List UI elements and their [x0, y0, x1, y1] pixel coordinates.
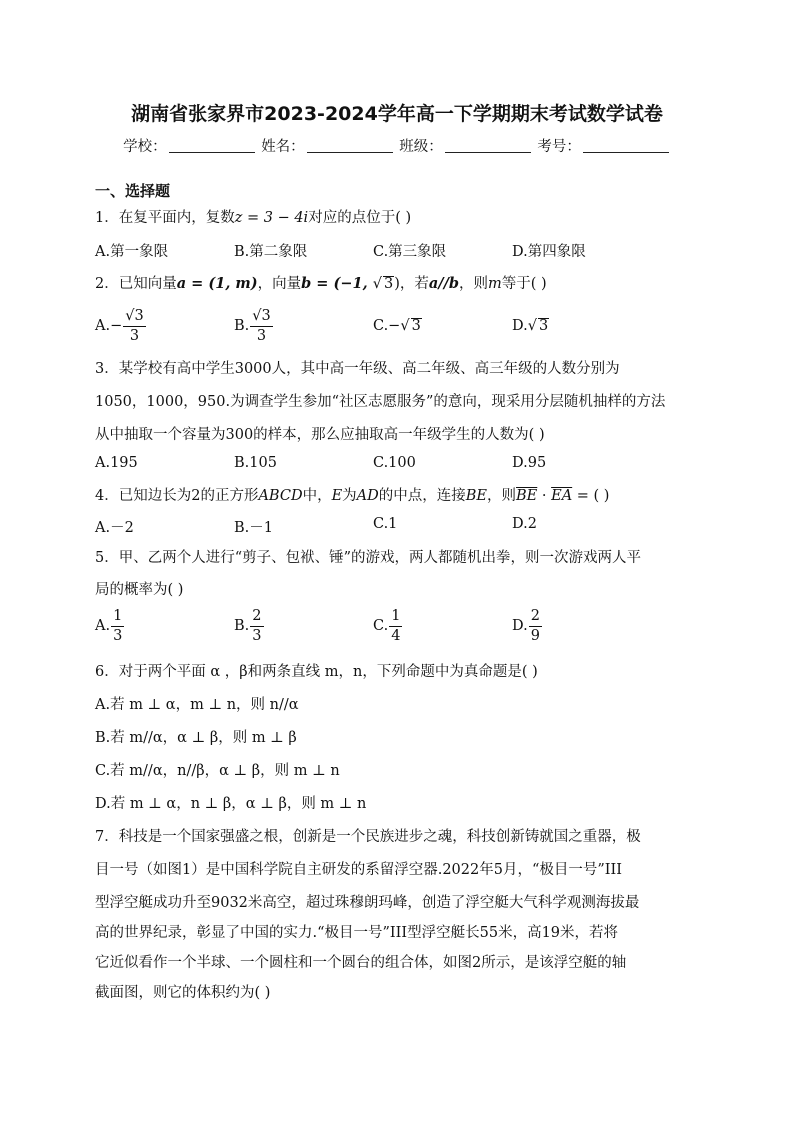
question-7-line-1: 7．科技是一个国家强盛之根，创新是一个民族进步之魂，科技创新铸就国之重器，极: [95, 829, 641, 845]
question-3-line-2: 1050，1000，950.为调查学生参加“社区志愿服务”的意向，现采用分层随机抽样的方法: [95, 394, 666, 410]
question-2-options: [95, 307, 655, 347]
question-6-option-a[interactable]: A.若 m ⊥ α，m ⊥ n，则 n//α: [95, 697, 299, 713]
option-a[interactable]: A.195: [95, 455, 138, 471]
question-7-line-4: 高的世界纪录，彰显了中国的实力.“极目一号”III型浮空艇长55米，高19米，若将: [95, 925, 619, 941]
option-a[interactable]: A.第一象限: [95, 244, 169, 260]
question-4-stem: 4．已知边长为2的正方形ABCD中，E为AD的中点，连接BE，则$\overline{BE} \cdot \overline{EA}$ = ( ): [95, 488, 610, 504]
page-title: 湖南省张家界市2023-2024学年高一下学期期末考试数学试卷: [131, 103, 663, 125]
option-a[interactable]: A. $\frac{1}{3}$: [95, 608, 123, 644]
question-5-line-1: 5．甲、乙两个人进行“剪子、包袱、锤”的游戏，两人都随机出拳，则一次游戏两人平: [95, 550, 642, 566]
name-blank[interactable]: [307, 138, 393, 153]
question-3-line-1: 3．某学校有高中学生3000人，其中高一年级、高二年级、高三年级的人数分别为: [95, 361, 620, 377]
school-blank[interactable]: [169, 138, 255, 153]
question-6-option-d[interactable]: D.若 m ⊥ α，n ⊥ β，α ⊥ β，则 m ⊥ n: [95, 796, 367, 812]
question-7-line-3: 型浮空艇成功升至9032米高空，超过珠穆朗玛峰，创造了浮空艇大气科学观测海拔最: [95, 895, 640, 911]
question-6-option-b[interactable]: B.若 m//α，α ⊥ β，则 m ⊥ β: [95, 730, 297, 746]
question-7-line-5: 它近似看作一个半球、一个圆柱和一个圆台的组合体，如图2所示，是该浮空艇的轴: [95, 955, 627, 971]
option-d[interactable]: D. $\frac{2}{9}$: [512, 608, 540, 644]
option-c[interactable]: C.1: [373, 516, 398, 532]
option-b[interactable]: B.－1: [234, 520, 273, 536]
option-b[interactable]: B.105: [234, 455, 277, 471]
option-b[interactable]: B.第二象限: [234, 244, 308, 260]
section-heading: 一、选择题: [95, 182, 171, 200]
option-d[interactable]: D.2: [512, 516, 537, 532]
class-label: 班级：: [399, 139, 443, 155]
question-6-option-c[interactable]: C.若 m//α，n//β，α ⊥ β，则 m ⊥ n: [95, 763, 340, 779]
class-blank[interactable]: [445, 138, 531, 153]
option-c[interactable]: C.第三象限: [373, 244, 447, 260]
question-2-stem: 2．已知向量a = (1, m)，向量b = (−1, √ 3)，若a//b，则m等于( ): [95, 275, 547, 292]
question-7-line-6: 截面图，则它的体积约为( ): [95, 985, 271, 1001]
question-5-line-2: 局的概率为( ): [95, 582, 184, 598]
option-a[interactable]: A.－2: [95, 520, 134, 536]
name-label: 姓名：: [261, 139, 305, 155]
school-label: 学校：: [123, 139, 167, 155]
option-d[interactable]: D.95: [512, 455, 547, 471]
exam-number-blank[interactable]: [583, 138, 669, 153]
option-c[interactable]: C.−√ 3: [373, 318, 421, 334]
question-7-line-2: 目一号（如图1）是中国科学院自主研发的系留浮空器.2022年5月，“极目一号”III: [95, 862, 622, 878]
question-6-stem: 6．对于两个平面 α ，β和两条直线 m，n，下列命题中为真命题是( ): [95, 664, 538, 680]
option-c[interactable]: C.100: [373, 455, 416, 471]
option-b[interactable]: B. $\frac{2}{3}$: [234, 608, 262, 644]
option-c[interactable]: C. $\frac{1}{4}$: [373, 608, 401, 644]
question-5-options: [95, 607, 655, 647]
exam-number-label: 考号：: [537, 139, 581, 155]
option-d[interactable]: D.第四象限: [512, 244, 586, 260]
option-a[interactable]: A.− $\frac{√3}{3}$: [95, 308, 144, 344]
student-info-line: [0, 135, 794, 156]
option-d[interactable]: D.√ 3: [512, 318, 549, 334]
question-3-line-3: 从中抽取一个容量为300的样本，那么应抽取高一年级学生的人数为( ): [95, 427, 545, 443]
option-b[interactable]: B. $\frac{√3}{3}$: [234, 308, 271, 344]
question-1-stem: 1．在复平面内，复数z = 3 − 4i对应的点位于( ): [95, 210, 412, 226]
